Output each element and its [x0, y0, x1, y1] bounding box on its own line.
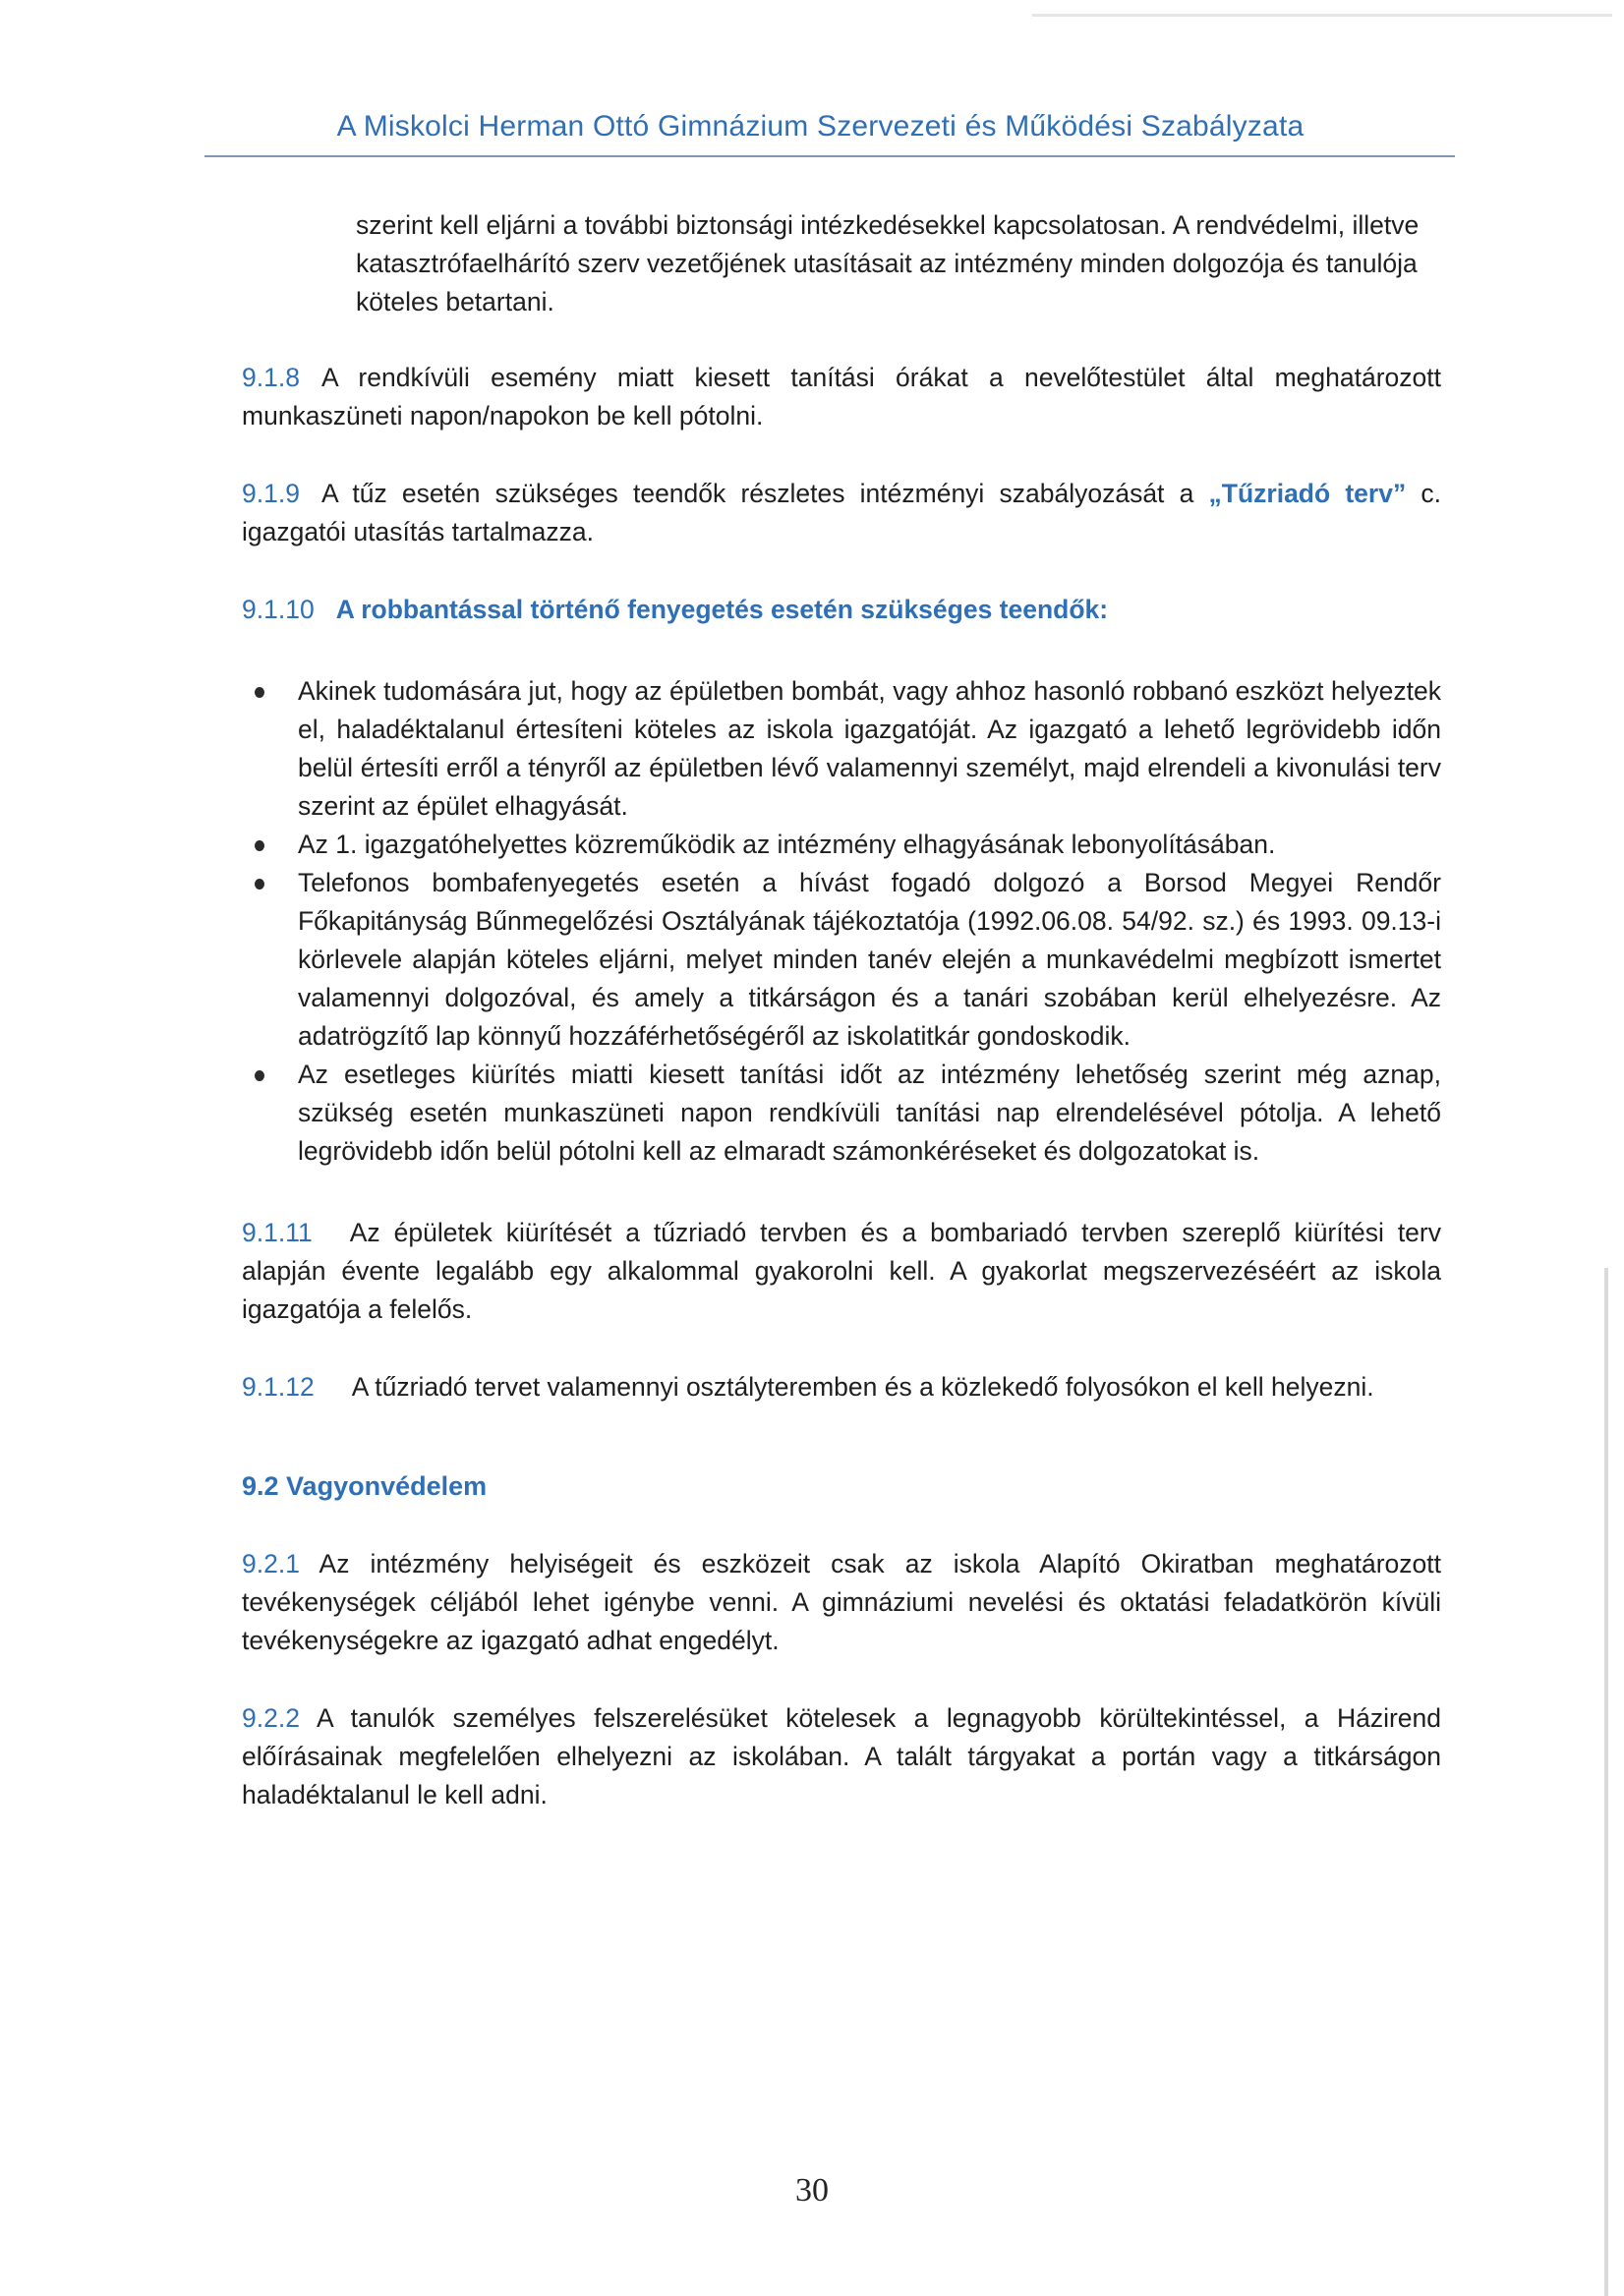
fire-alarm-plan-reference: „Tűzriadó terv”: [1208, 479, 1407, 508]
bullet-icon: [255, 879, 264, 890]
header-divider: [204, 155, 1455, 157]
section-9-2-1: [242, 1545, 1441, 1660]
section-text: A rendkívüli esemény miatt kiesett tanítási órákat a nevelőtestület által meghatározott munkaszüneti napon/napokon be kell pótolni.: [242, 363, 1441, 430]
section-text: Az intézmény helyiségeit és eszközeit csak az iskola Alapító Okiratban meghatározott tevékenységek céljából lehet igénybe venni. A gimnáziumi nevelési és oktatási feladatkörön kívüli tevékenységekre az igazgató adhat engedélyt.: [242, 1549, 1441, 1655]
section-9-2-title: 9.2 Vagyonvédelem: [242, 1471, 488, 1501]
intro-paragraph: szerint kell eljárni a további biztonsági intézkedésekkel kapcsolatosan. A rendvédelmi, illetve katasztrófaelhárító szerv vezetőjének utasításait az intézmény minden dolgozója és tanulója köteles betartani.: [356, 210, 1420, 316]
bullet-icon: [255, 840, 264, 851]
section-9-1-10-heading: [242, 591, 1441, 629]
list-item: Akinek tudomására jut, hogy az épületben bombát, vagy ahhoz hasonló robbanó eszközt helyeztek el, haladéktalanul értesíteni köteles az iskola igazgatóját. Az igazgató a lehető legrövidebb időn belül értesíti erről a tényről az épületben lévő valamennyi személyt, majd elrendeli a kivonulási terv szerint az épület elhagyását.: [298, 672, 1441, 826]
section-number: 9.1.12: [242, 1372, 315, 1402]
bullet-icon: [255, 1070, 264, 1081]
section-number: 9.2.1: [242, 1549, 300, 1578]
section-number: 9.1.11: [242, 1218, 313, 1247]
section-9-1-12: [242, 1368, 1441, 1406]
document-title: A Miskolci Herman Ottó Gimnázium Szervezeti és Működési Szabályzata: [336, 110, 1305, 143]
section-9-1-11: [242, 1214, 1441, 1329]
section-9-1-8: [242, 359, 1441, 435]
section-text: A tanulók személyes felszerelésüket kötelesek a legnagyobb körültekintéssel, a Házirend előírásainak megfelelően elhelyezni az iskolában. A talált tárgyakat a portán vagy a titkárságon haladéktalanul le kell adni.: [242, 1703, 1441, 1809]
section-number: 9.1.10: [242, 595, 315, 624]
list-item: Az 1. igazgatóhelyettes közreműködik az intézmény elhagyásának lebonyolításában.: [298, 826, 1441, 864]
scan-edge-right: [1604, 1268, 1608, 2296]
page-header: [202, 110, 1455, 144]
page-number: 30: [795, 2172, 829, 2209]
section-number: 9.2.2: [242, 1703, 300, 1733]
page-body: [242, 206, 1441, 1814]
section-heading: A robbantással történő fenyegetés esetén szükséges teendők:: [335, 595, 1109, 624]
section-9-1-9: [242, 475, 1441, 551]
list-item: Telefonos bombafenyegetés esetén a hívást fogadó dolgozó a Borsod Megyei Rendőr Főkapitányság Bűnmegelőzési Osztályának tájékoztatója (1992.06.08. 54/92. sz.) és 1993. 09.13-i körlevele alapján köteles eljárni, melyet minden tanév elején a munkavédelmi megbízott ismertet valamennyi dolgozóval, és amely a titkárságon és a tanári szobában kerül elhelyezésre. Az adatrögzítő lap könnyű hozzáférhetőségéről az iskolatitkár gondoskodik.: [298, 864, 1441, 1056]
bomb-threat-steps-list: [242, 672, 1441, 1171]
section-text: A tűz esetén szükséges teendők részletes intézményi szabályozását a: [320, 479, 1209, 508]
section-text: A tűzriadó tervet valamennyi osztályteremben és a közlekedő folyosókon el kell helyezni.: [351, 1372, 1374, 1402]
section-number: 9.1.8: [242, 363, 300, 392]
scan-edge-top: [1032, 14, 1612, 17]
section-9-2-2: [242, 1699, 1441, 1814]
section-number: 9.1.9: [242, 479, 300, 508]
section-text-cont: c. igazgatói utasítás tartalmazza.: [242, 479, 1442, 546]
bullet-icon: [255, 687, 264, 698]
list-item: Az esetleges kiürítés miatti kiesett tanítási időt az intézmény lehetőség szerint még aznap, szükség esetén munkaszüneti napon rendkívüli tanítási nap elrendelésével pótolja. A lehető legrövidebb időn belül pótolni kell az elmaradt számonkéréseket és dolgozatokat is.: [298, 1056, 1441, 1171]
section-text: Az épületek kiürítését a tűzriadó tervben és a bombariadó tervben szereplő kiürítési terv alapján évente legalább egy alkalommal gyakorolni kell. A gyakorlat megszervezéséért az iskola igazgatója a felelős.: [242, 1218, 1441, 1324]
